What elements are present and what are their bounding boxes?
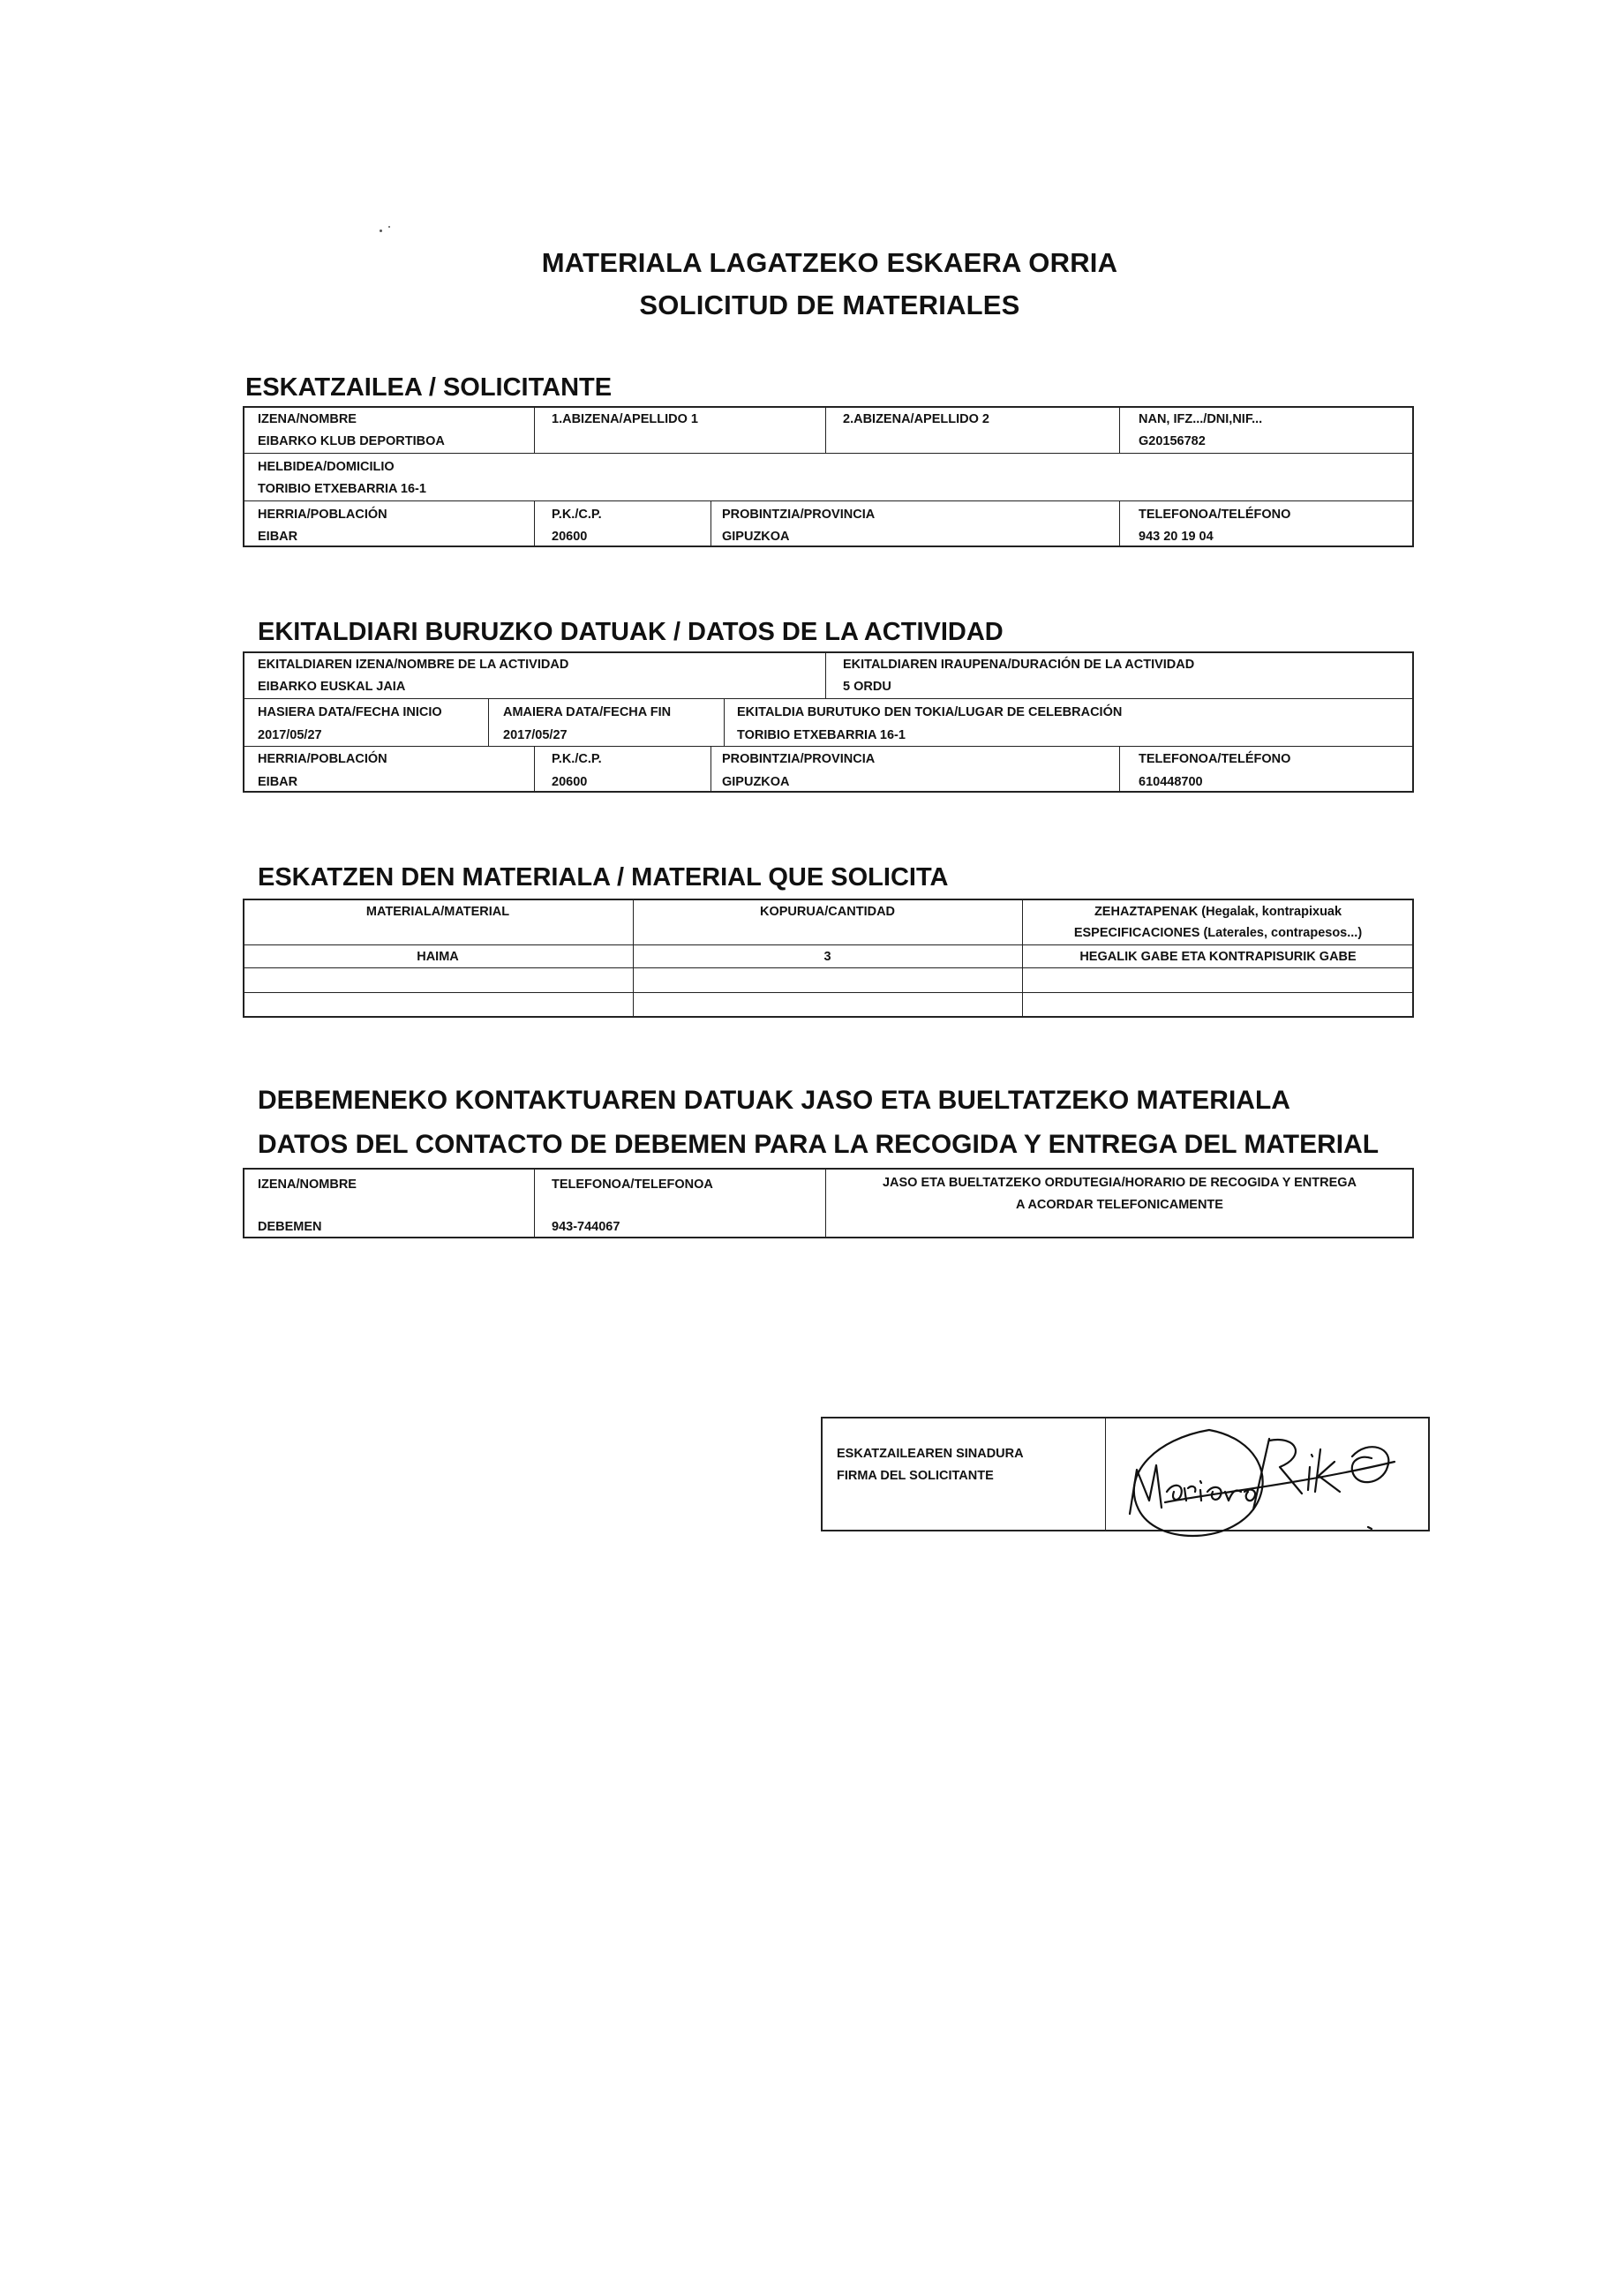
applicant-address-value: TORIBIO ETXEBARRIA 16-1	[258, 482, 426, 496]
contact-name-label: IZENA/NOMBRE	[258, 1178, 357, 1192]
contact-schedule-value: A ACORDAR TELEFONICAMENTE	[1016, 1198, 1223, 1212]
row-divider	[243, 967, 1414, 968]
applicant-surname1-label: 1.ABIZENA/APELLIDO 1	[552, 412, 698, 426]
signature-stroke	[1130, 1465, 1162, 1514]
col-divider	[534, 746, 535, 793]
applicant-name-value: EIBARKO KLUB DEPORTIBOA	[258, 434, 445, 448]
activity-venue-label: EKITALDIA BURUTUKO DEN TOKIA/LUGAR DE CELEBRACIÓN	[737, 705, 1123, 719]
applicant-province-value: GIPUZKOA	[722, 530, 790, 544]
contact-name-value: DEBEMEN	[258, 1220, 322, 1234]
applicant-town-label: HERRIA/POBLACIÓN	[258, 508, 387, 522]
col-divider	[1119, 746, 1120, 793]
activity-postcode-label: P.K./C.P.	[552, 752, 602, 766]
row-divider	[243, 698, 1414, 699]
activity-phone-label: TELEFONOA/TELÉFONO	[1139, 752, 1291, 766]
activity-end-label: AMAIERA DATA/FECHA FIN	[503, 705, 672, 719]
col-divider	[710, 746, 711, 793]
signature-stroke	[1253, 1439, 1388, 1509]
applicant-postcode-value: 20600	[552, 530, 588, 544]
activity-end-value: 2017/05/27	[503, 728, 568, 742]
col-divider	[534, 406, 535, 453]
col-divider	[724, 698, 725, 746]
applicant-dni-label: NAN, IFZ.../DNI,NIF...	[1139, 412, 1263, 426]
contact-schedule-label: JASO ETA BUELTATZEKO ORDUTEGIA/HORARIO DE RECOGIDA Y ENTREGA	[882, 1176, 1357, 1190]
row-divider	[243, 500, 1414, 501]
activity-name-label: EKITALDIAREN IZENA/NOMBRE DE LA ACTIVIDAD	[258, 658, 569, 672]
applicant-address-label: HELBIDEA/DOMICILIO	[258, 460, 395, 474]
applicant-province-label: PROBINTZIA/PROVINCIA	[722, 508, 876, 522]
col-divider	[1119, 406, 1120, 453]
col-divider	[825, 651, 826, 698]
specification-cell: HEGALIK GABE ETA KONTRAPISURIK GABE	[1079, 950, 1357, 964]
row-divider	[243, 944, 1414, 945]
signature-label-spanish: FIRMA DEL SOLICITANTE	[837, 1469, 994, 1483]
form-title-basque: MATERIALA LAGATZEKO ESKAERA ORRIA	[541, 247, 1118, 278]
signature-stroke	[1368, 1527, 1372, 1529]
col-divider	[1119, 500, 1120, 547]
material-column-header: MATERIALA/MATERIAL	[365, 905, 510, 919]
activity-postcode-value: 20600	[552, 775, 588, 789]
contact-section-heading-basque: DEBEMENEKO KONTAKTUAREN DATUAK JASO ETA BUELTATZEKO MATERIALA	[258, 1086, 1290, 1115]
form-title-spanish: SOLICITUD DE MATERIALES	[639, 290, 1020, 320]
specification-column-header-es: ESPECIFICACIONES (Laterales, contrapesos...)	[1073, 926, 1363, 940]
applicant-town-value: EIBAR	[258, 530, 298, 544]
activity-phone-value: 610448700	[1139, 775, 1203, 789]
contact-phone-label: TELEFONOA/TELEFONOA	[552, 1178, 713, 1192]
applicant-name-label: IZENA/NOMBRE	[258, 412, 357, 426]
activity-province-value: GIPUZKOA	[722, 775, 790, 789]
applicant-phone-label: TELEFONOA/TELÉFONO	[1139, 508, 1291, 522]
quantity-cell: 3	[823, 950, 831, 964]
activity-province-label: PROBINTZIA/PROVINCIA	[722, 752, 876, 766]
activity-duration-label: EKITALDIAREN IRAUPENA/DURACIÓN DE LA ACTIVIDAD	[843, 658, 1195, 672]
applicant-surname2-label: 2.ABIZENA/APELLIDO 2	[843, 412, 989, 426]
scan-speck	[388, 226, 390, 228]
col-divider	[534, 500, 535, 547]
activity-duration-value: 5 ORDU	[843, 680, 891, 694]
col-divider	[710, 500, 711, 547]
applicant-section-heading: ESKATZAILEA / SOLICITANTE	[245, 373, 613, 402]
applicant-dni-value: G20156782	[1139, 434, 1206, 448]
activity-table	[243, 651, 1414, 793]
row-divider	[243, 746, 1414, 747]
signature-label-basque: ESKATZAILEAREN SINADURA	[837, 1447, 1024, 1461]
activity-start-value: 2017/05/27	[258, 728, 322, 742]
quantity-column-header: KOPURUA/CANTIDAD	[759, 905, 896, 919]
applicant-postcode-label: P.K./C.P.	[552, 508, 602, 522]
col-divider	[488, 698, 489, 746]
col-divider	[534, 1168, 535, 1238]
activity-start-label: HASIERA DATA/FECHA INICIO	[258, 705, 442, 719]
material-section-heading: ESKATZEN DEN MATERIALA / MATERIAL QUE SOLICITA	[258, 863, 949, 892]
applicant-table	[243, 406, 1414, 547]
specification-column-header: ZEHAZTAPENAK (Hegalak, kontrapixuak	[1094, 905, 1342, 919]
activity-section-heading: EKITALDIARI BURUZKO DATUAK / DATOS DE LA ACTIVIDAD	[258, 618, 1004, 646]
contact-section-heading-spanish: DATOS DEL CONTACTO DE DEBEMEN PARA LA RECOGIDA Y ENTREGA DEL MATERIAL	[258, 1130, 1380, 1159]
row-divider	[243, 992, 1414, 993]
material-cell: HAIMA	[417, 950, 459, 964]
scan-speck	[380, 230, 382, 232]
activity-name-value: EIBARKO EUSKAL JAIA	[258, 680, 406, 694]
contact-phone-value: 943-744067	[552, 1220, 620, 1234]
activity-town-label: HERRIA/POBLACIÓN	[258, 752, 387, 766]
applicant-phone-value: 943 20 19 04	[1139, 530, 1214, 544]
activity-venue-value: TORIBIO ETXEBARRIA 16-1	[737, 728, 906, 742]
row-divider	[243, 453, 1414, 454]
col-divider	[825, 406, 826, 453]
handwritten-signature	[1103, 1403, 1430, 1554]
activity-town-value: EIBAR	[258, 775, 298, 789]
